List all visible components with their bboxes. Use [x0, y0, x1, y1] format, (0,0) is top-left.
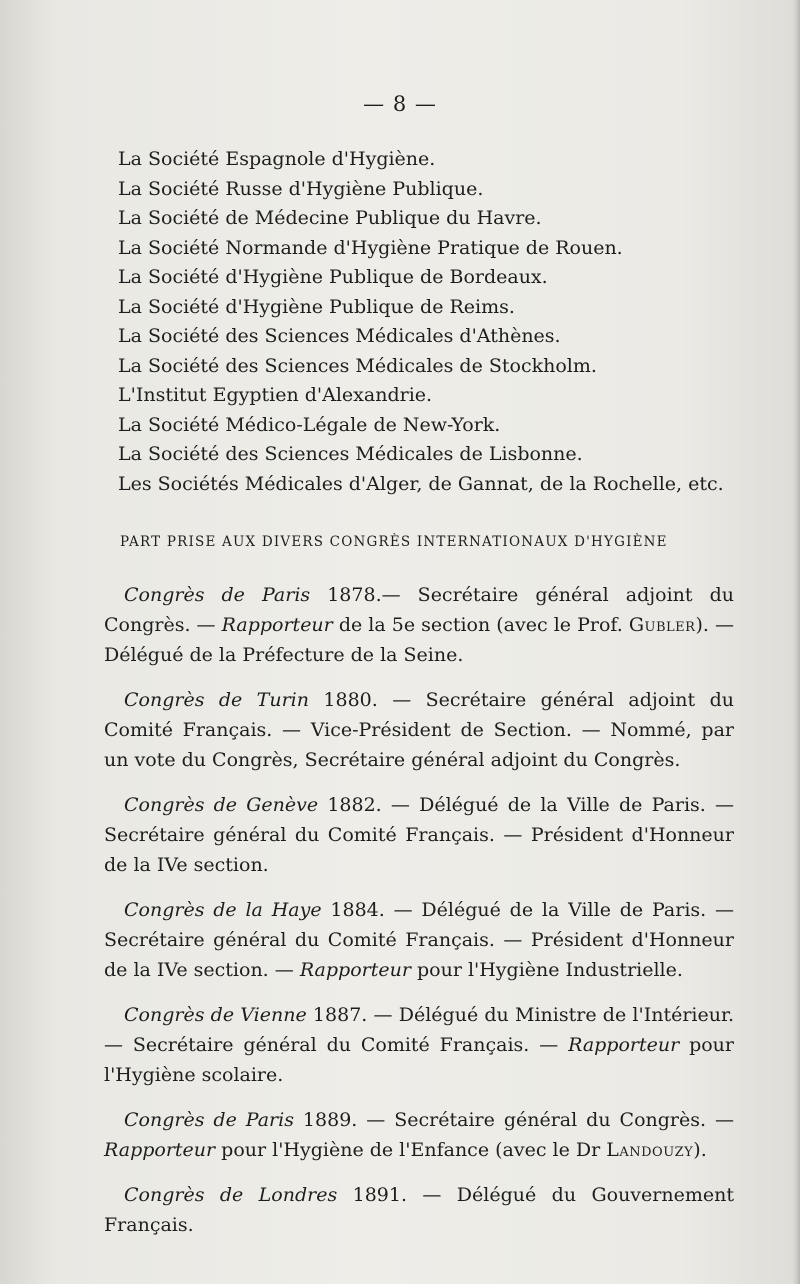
entry-text: 1889. — Secrétaire général du Congrès. — — [293, 1109, 735, 1131]
congress-name: Congrès de Turin — [124, 689, 309, 711]
role-label: Rapporteur — [568, 1034, 680, 1056]
congress-name: Congrès de Paris — [124, 1109, 294, 1131]
congress-entry — [104, 1000, 734, 1090]
role-label: Rapporteur — [221, 614, 333, 636]
entry-text: ). — [693, 1139, 707, 1161]
congress-entry — [104, 790, 734, 880]
entry-text: ). — Délégué de la Préfecture de la Seine. — [104, 614, 734, 666]
entry-text: pour l'Hygiène Industrielle. — [410, 959, 683, 981]
congress-name: Congrès de Genève — [124, 794, 319, 816]
congress-entry — [104, 685, 734, 775]
list-item: La Société d'Hygiène Publique de Bordeaux. — [118, 266, 548, 288]
role-label: Rapporteur — [104, 1139, 216, 1161]
page-number: — 8 — — [363, 92, 437, 116]
section-heading: PART PRISE AUX DIVERS CONGRÈS INTERNATIONAUX D'HYGIÈNE — [120, 534, 668, 550]
congress-name: Congrès de Vienne — [124, 1004, 307, 1026]
congress-entry — [104, 1180, 734, 1240]
entry-text: 1891. — Délégué du Gouvernement Français. — [104, 1184, 734, 1236]
list-item: La Société de Médecine Publique du Havre. — [118, 207, 542, 229]
list-item: La Société d'Hygiène Publique de Reims. — [118, 295, 515, 318]
congress-entry — [104, 1105, 734, 1165]
entry-text: 1882. — Délégué de la Ville de Paris. — Secrétaire général du Comité Français. — Président d'Honneur de la IVe section. — [104, 794, 734, 876]
list-item: La Société Russe d'Hygiène Publique. — [118, 177, 484, 200]
congress-entry — [104, 580, 734, 670]
entry-text: 1880. — Secrétaire général adjoint du Comité Français. — Vice-Président de Section. — Nommé, par un vote du Congrès, Secrétaire général adjoint du Congrès. — [104, 689, 734, 771]
congress-name: Congrès de la Haye — [124, 899, 322, 921]
list-item: La Société Espagnole d'Hygiène. — [118, 148, 436, 170]
list-item: La Société des Sciences Médicales de Lisbonne. — [118, 443, 583, 465]
entry-text: 1878.— Secrétaire général adjoint du Congrès. — — [104, 584, 734, 636]
page-edge-shadow — [792, 0, 800, 1284]
congress-entry — [104, 895, 734, 985]
entry-text: pour l'Hygiène scolaire. — [104, 1034, 734, 1086]
congress-name: Congrès de Paris — [124, 584, 311, 606]
congress-name: Congrès de Londres — [124, 1184, 338, 1206]
society-list — [118, 145, 738, 499]
entry-text: 1887. — Délégué du Ministre de l'Intérieur. — Secrétaire général du Comité Français. — — [104, 1004, 734, 1056]
role-label: Rapporteur — [299, 959, 411, 981]
entry-text: pour l'Hygiène de l'Enfance (avec le Dr — [215, 1139, 607, 1161]
person-name: Gubler — [628, 614, 696, 636]
list-item: L'Institut Egyptien d'Alexandrie. — [118, 384, 433, 406]
list-item: La Société Normande d'Hygiène Pratique de Rouen. — [118, 236, 623, 259]
congress-entries — [104, 580, 734, 1255]
list-item: Les Sociétés Médicales d'Alger, de Gannat, de la Rochelle, etc. — [118, 472, 724, 495]
list-item: La Société des Sciences Médicales de Stockholm. — [118, 354, 597, 377]
entry-text: de la 5e section (avec le Prof. — [332, 614, 629, 636]
person-name: Landouzy — [606, 1139, 694, 1161]
list-item: La Société des Sciences Médicales d'Athènes. — [118, 325, 561, 347]
list-item: La Société Médico-Légale de New-York. — [118, 413, 501, 436]
entry-text: 1884. — Délégué de la Ville de Paris. — Secrétaire général du Comité Français. — Président d'Honneur de la IVe section. — — [104, 899, 734, 981]
